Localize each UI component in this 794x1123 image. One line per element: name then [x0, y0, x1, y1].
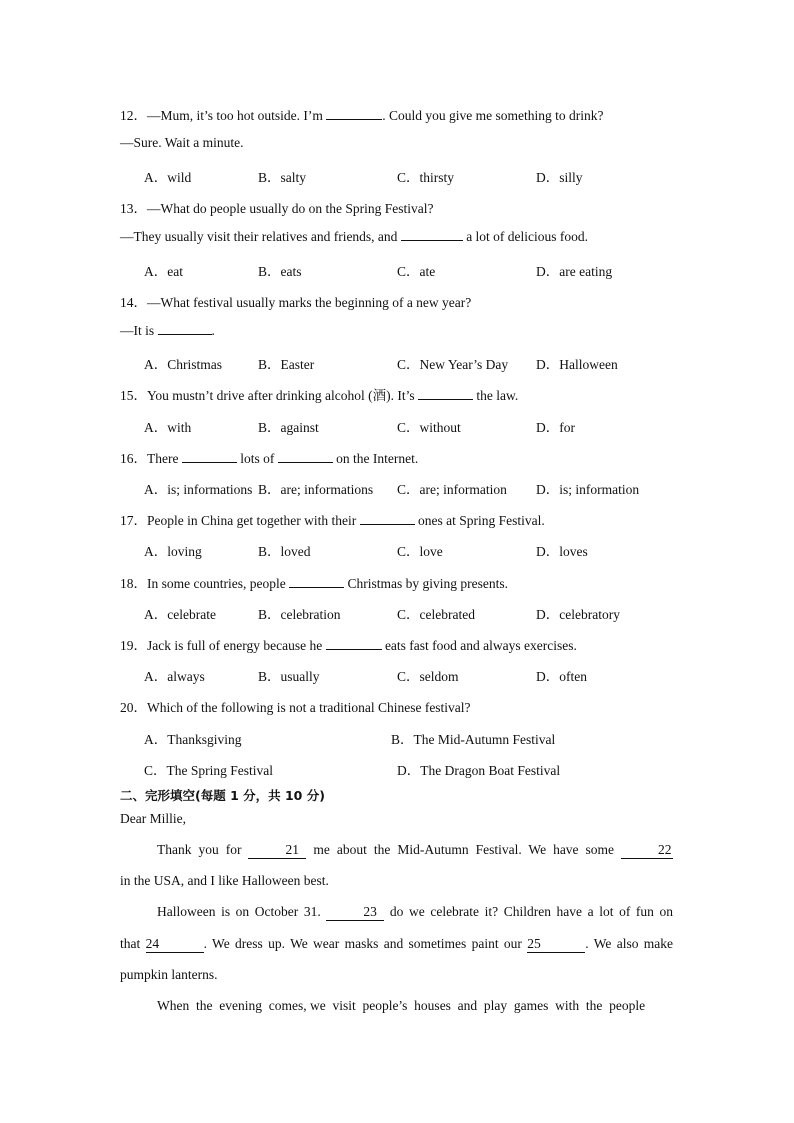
option-d: D．often — [536, 669, 587, 684]
answer-blank — [326, 107, 382, 120]
question-14-line2-post: . — [211, 323, 215, 338]
answer-blank — [360, 512, 415, 525]
option-b: B．eats — [258, 264, 302, 279]
question-12-response: —Sure. Wait a minute. — [120, 135, 244, 150]
option-d: D．are eating — [536, 264, 613, 279]
option-a: A．loving — [144, 544, 202, 559]
option-d: D．for — [536, 420, 575, 435]
option-c: C．celebrated — [397, 607, 475, 622]
option-d: D．is; information — [536, 482, 640, 497]
option-d: D．silly — [536, 170, 583, 185]
option-a: A．Thanksgiving — [144, 732, 242, 747]
question-20-stem: 20．Which of the following is not a traditional Chinese festival? — [120, 700, 471, 715]
text: Thank you for — [157, 842, 242, 857]
question-19-stem-pre: 19．Jack is full of energy because he — [120, 638, 323, 653]
question-16-stem-post: on the Internet. — [336, 451, 419, 466]
option-c: C．The Spring Festival — [144, 763, 273, 778]
question-15-stem-post: the law. — [476, 388, 519, 403]
question-18-options — [0, 603, 794, 623]
answer-blank — [278, 450, 333, 463]
cloze-blank-23: 23 — [326, 904, 384, 921]
question-14-options — [0, 353, 794, 373]
option-c: C．New Year’s Day — [397, 357, 509, 372]
option-a: A．always — [144, 669, 205, 684]
paragraph-3-line-1: When the evening comes, we visit people’s houses and play games with the people — [157, 998, 646, 1013]
option-b: B．Easter — [258, 357, 315, 372]
option-b: B．salty — [258, 170, 307, 185]
question-12-options — [0, 166, 794, 186]
option-c: C．are; information — [397, 482, 507, 497]
question-13-line2-pre: —They usually visit their relatives and friends, and — [120, 229, 398, 244]
option-a: A．is; informations — [144, 482, 253, 497]
option-a: A．with — [144, 420, 192, 435]
answer-blank — [326, 637, 382, 650]
question-16-stem — [120, 447, 418, 467]
option-b: B．against — [258, 420, 319, 435]
paragraph-2-line-1 — [120, 904, 673, 921]
option-c: C．without — [397, 420, 461, 435]
option-d: D．The Dragon Boat Festival — [397, 763, 561, 778]
text: Halloween is on October 31. — [157, 904, 321, 919]
question-14-line2-pre: —It is — [120, 323, 155, 338]
answer-blank — [182, 450, 237, 463]
question-17-stem-post: ones at Spring Festival. — [417, 513, 545, 528]
option-c: C．ate — [397, 264, 436, 279]
question-13-options — [0, 260, 794, 280]
question-19-options — [0, 665, 794, 685]
question-19-stem — [120, 634, 577, 654]
option-c: C．thirsty — [397, 170, 455, 185]
option-b: B．loved — [258, 544, 311, 559]
question-12-stem-post: . Could you give me something to drink? — [382, 108, 604, 123]
question-13-line2-post: a lot of delicious food. — [466, 229, 589, 244]
question-16-stem-mid: lots of — [240, 451, 275, 466]
question-13-response — [120, 228, 588, 245]
option-d: D．loves — [536, 544, 588, 559]
question-17-stem-pre: 17．People in China get together with their — [120, 513, 357, 528]
question-17-options — [0, 540, 794, 560]
question-17-stem — [120, 509, 545, 529]
paragraph-1-line-2: in the USA, and I like Halloween best. — [120, 873, 329, 888]
option-d: D．Halloween — [536, 357, 618, 372]
text: me about the Mid-Autumn Festival. We have some — [313, 842, 615, 857]
answer-blank — [418, 387, 473, 400]
option-a: A．wild — [144, 170, 192, 185]
option-c: C．seldom — [397, 669, 459, 684]
question-16-stem-pre: 16．There — [120, 451, 179, 466]
cloze-blank-25: 25 — [527, 936, 585, 953]
question-14-stem: 14．—What festival usually marks the beginning of a new year? — [120, 295, 472, 310]
cloze-blank-24: 24 — [146, 936, 204, 953]
question-18-stem-pre: 18．In some countries, people — [120, 576, 286, 591]
option-c: C．love — [397, 544, 443, 559]
question-20-options-row2 — [0, 759, 794, 779]
question-13-stem: 13．—What do people usually do on the Spring Festival? — [120, 201, 434, 216]
option-d: D．celebratory — [536, 607, 620, 622]
paragraph-1-line-1 — [120, 842, 673, 859]
question-20-options-row1 — [0, 728, 794, 748]
option-a: A．Christmas — [144, 357, 223, 372]
text: . We dress up. We wear masks and sometimes paint our — [203, 936, 522, 951]
paragraph-2-line-2 — [120, 936, 673, 953]
question-14-response — [120, 322, 215, 339]
section-title: 二、完形填空(每题 1 分，共 10 分) — [120, 788, 325, 803]
question-18-stem-post: Christmas by giving presents. — [347, 576, 508, 591]
option-b: B．The Mid-Autumn Festival — [391, 732, 556, 747]
question-15-options — [0, 416, 794, 436]
paragraph-2-line-3: pumpkin lanterns. — [120, 967, 218, 982]
question-15-stem — [120, 384, 518, 404]
option-b: B．are; informations — [258, 482, 374, 497]
question-12-stem — [120, 104, 604, 124]
answer-blank — [401, 228, 463, 241]
option-a: A．celebrate — [144, 607, 216, 622]
question-19-stem-post: eats fast food and always exercises. — [384, 638, 577, 653]
question-12-stem-pre: 12．—Mum, it’s too hot outside. I’m — [120, 108, 323, 123]
cloze-blank-21: 21 — [248, 842, 306, 859]
text: . We also make — [585, 936, 674, 951]
question-16-options — [0, 478, 794, 498]
letter-salutation: Dear Millie, — [120, 811, 186, 826]
answer-blank — [158, 322, 212, 335]
option-a: A．eat — [144, 264, 183, 279]
option-b: B．celebration — [258, 607, 341, 622]
question-15-stem-pre: 15．You mustn’t drive after drinking alcohol (酒). It’s — [120, 388, 415, 403]
cloze-blank-22: 22 — [621, 842, 673, 859]
question-18-stem — [120, 572, 508, 592]
answer-blank — [289, 575, 344, 588]
option-b: B．usually — [258, 669, 320, 684]
text: that — [120, 936, 141, 951]
text: do we celebrate it? Children have a lot of fun on — [389, 904, 673, 919]
